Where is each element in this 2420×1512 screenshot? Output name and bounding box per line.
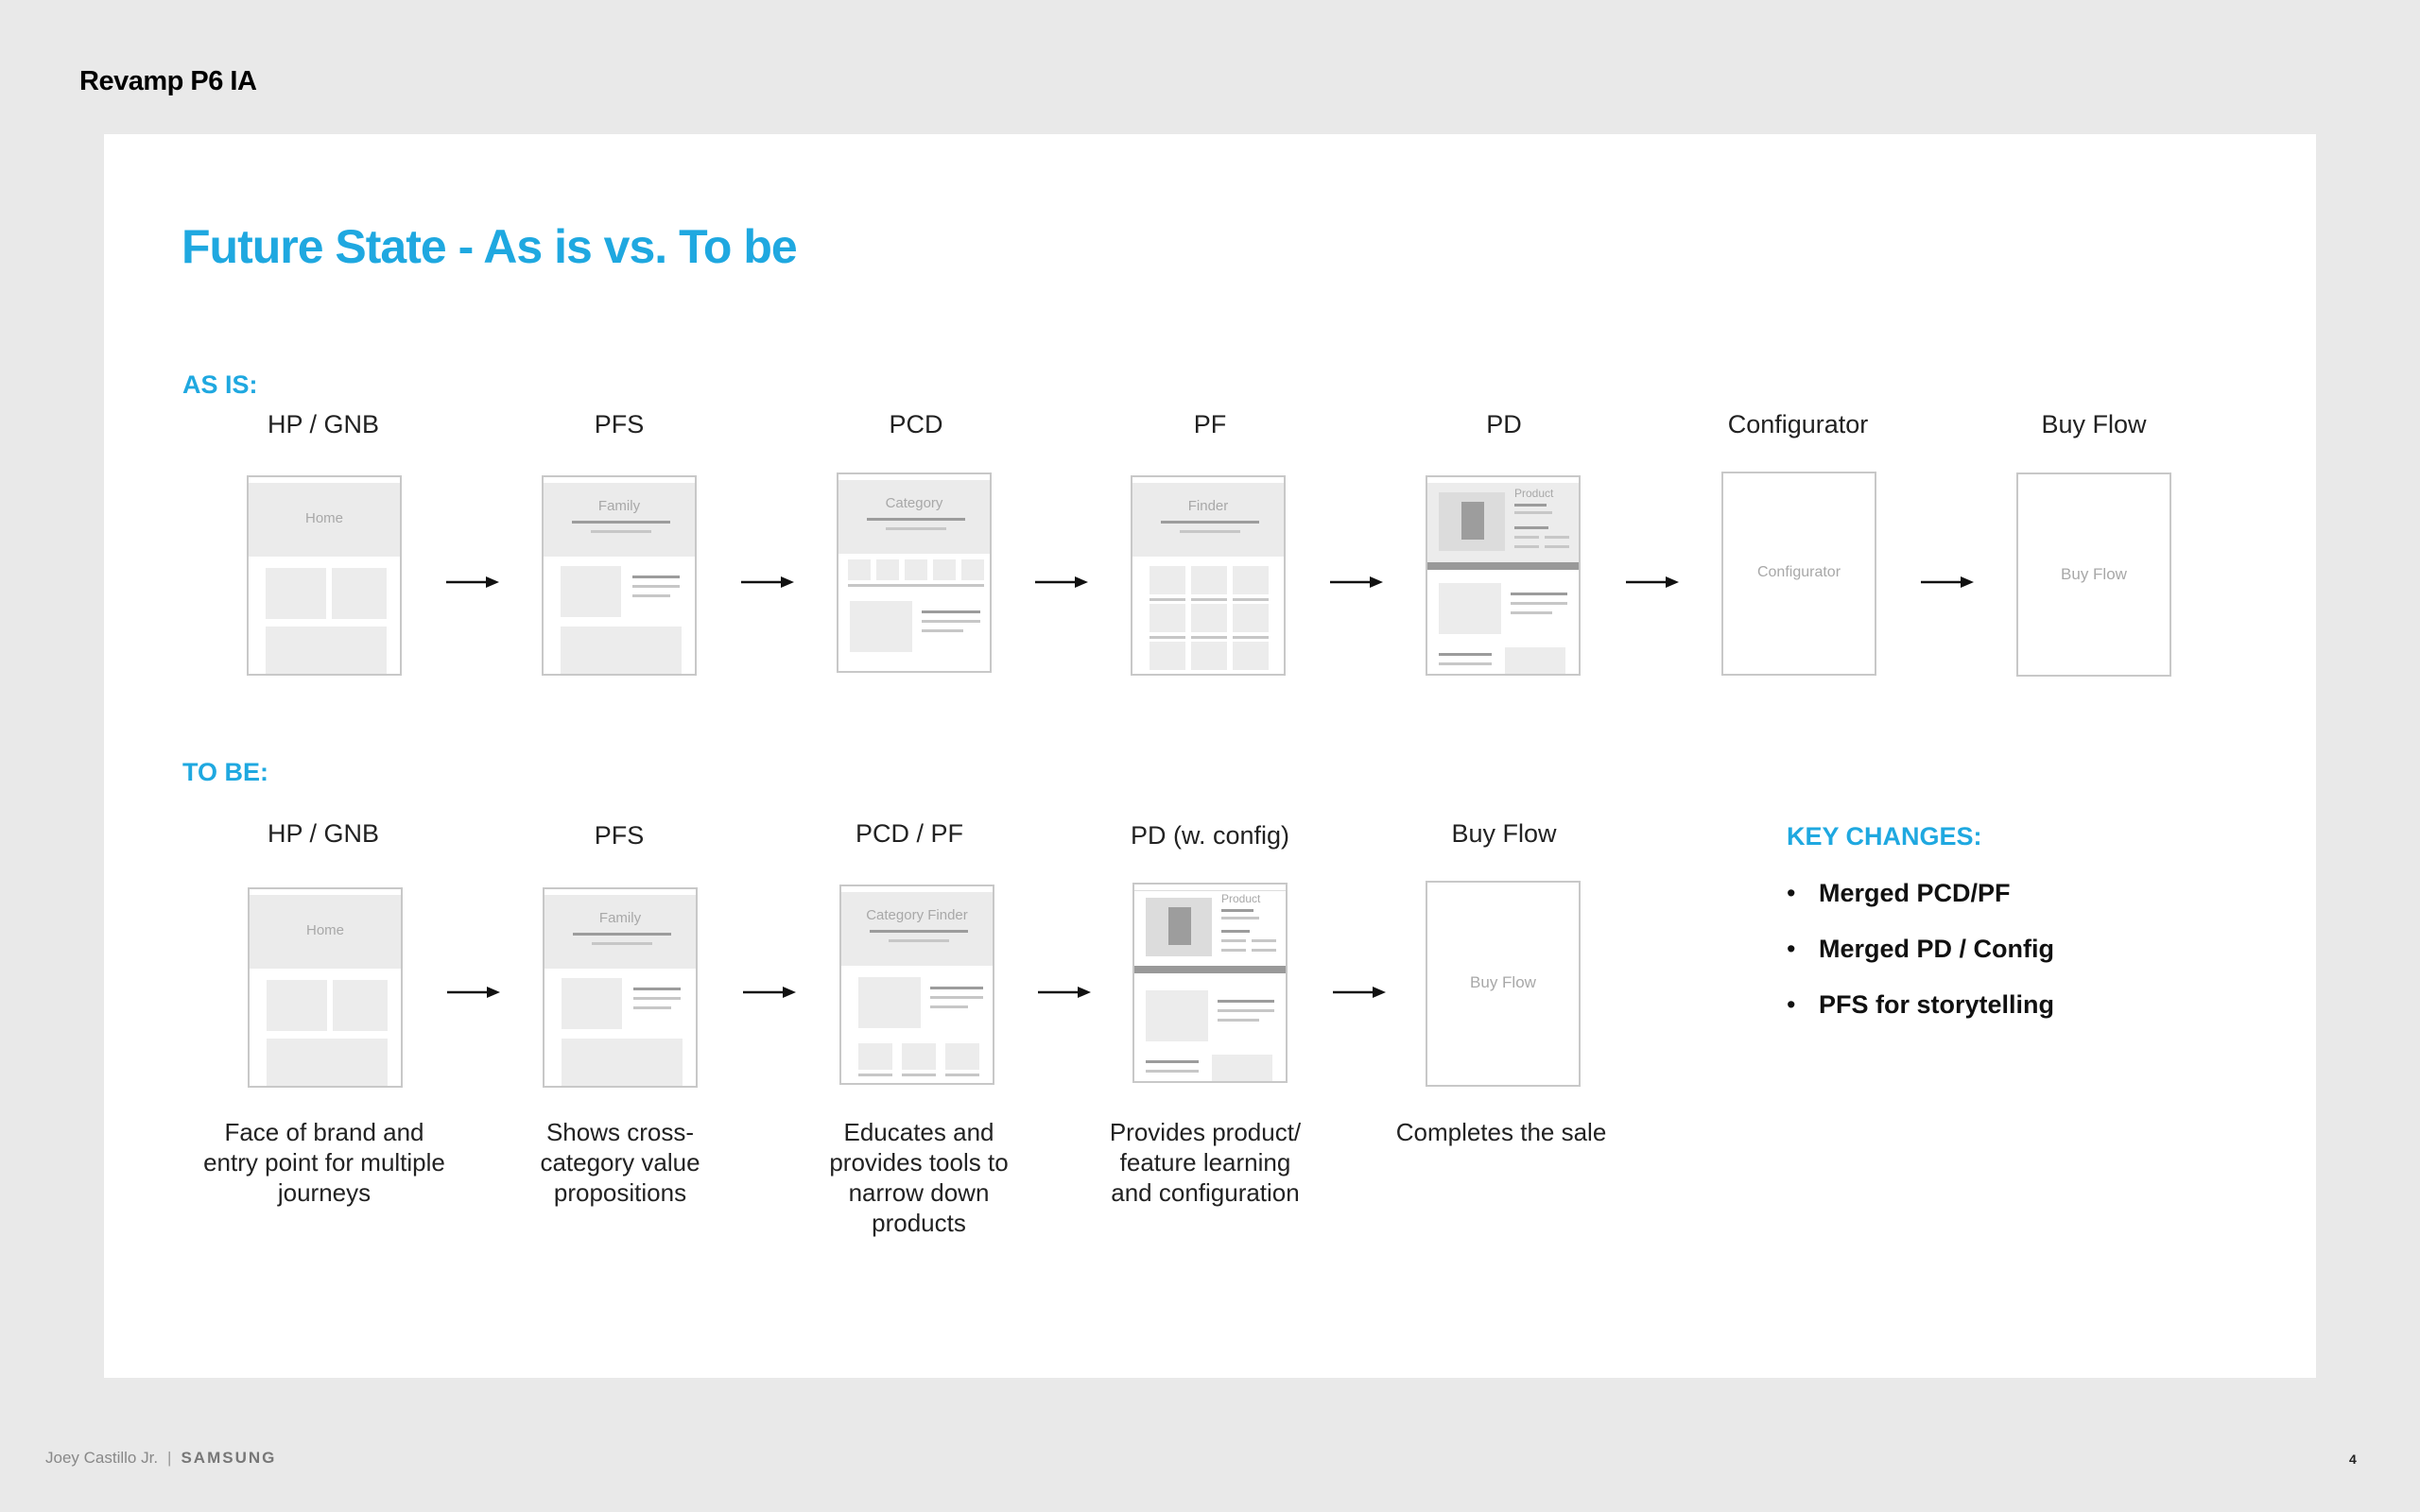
wireframe-family-label: Family [544, 895, 696, 969]
wireframe-category-finder-label: Category Finder [841, 892, 993, 966]
step-description: Completes the sale [1395, 1118, 1607, 1146]
bullet-icon: • [1787, 879, 1796, 907]
to-be-step-label: Buy Flow [1451, 819, 1557, 848]
wireframe-family-label: Family [544, 483, 695, 557]
wireframe-configurator [1721, 472, 1876, 676]
wireframe-finder [1131, 475, 1286, 676]
bullet-icon: • [1787, 935, 1796, 963]
step-description: Shows cross-category value propositions [540, 1118, 700, 1207]
wireframe-buy-flow-label: Buy Flow [2061, 565, 2127, 583]
arrow-right-icon [741, 575, 794, 590]
as-is-step-label: PD [1486, 410, 1522, 438]
key-change-item [1787, 879, 2054, 908]
to-be-step-label: PFS [594, 821, 645, 850]
to-be-step-label: HP / GNB [267, 819, 380, 848]
wireframe-product-label: Product [1514, 487, 1554, 500]
wireframe-category-finder [839, 885, 994, 1085]
as-is-step-label: Configurator [1727, 410, 1869, 438]
as-is-step-label: PF [1193, 410, 1227, 438]
key-change-text: Merged PCD/PF [1819, 879, 2011, 907]
to-be-step-label: PD (w. config) [1130, 821, 1290, 850]
bullet-icon: • [1787, 990, 1796, 1019]
arrow-right-icon [1626, 575, 1679, 590]
wireframe-home-label: Home [249, 483, 400, 557]
key-change-item [1787, 990, 2054, 1020]
step-description: Educates and provides tools to narrow down products [829, 1118, 1009, 1237]
wireframe-product-label: Product [1221, 892, 1261, 905]
wireframe-buy-flow [1426, 881, 1581, 1087]
arrow-right-icon [743, 985, 796, 1000]
author-name: Joey Castillo Jr. [45, 1449, 159, 1467]
wireframe-home [248, 887, 403, 1088]
wireframe-configurator-label: Configurator [1756, 564, 1841, 580]
wireframe-home-label: Home [250, 895, 401, 969]
footer-separator: | [167, 1449, 172, 1467]
wireframe-product [1426, 475, 1581, 676]
arrow-right-icon [1038, 985, 1091, 1000]
slide-canvas [104, 134, 2316, 1378]
page-number: 4 [2349, 1452, 2357, 1467]
as-is-label: AS IS: [182, 370, 258, 399]
wireframe-finder-label: Finder [1132, 483, 1284, 557]
wireframe-family [543, 887, 698, 1088]
wireframe-buy-flow [2016, 472, 2171, 677]
wireframe-category [837, 472, 992, 673]
key-change-text: Merged PD / Config [1819, 935, 2054, 963]
footer [45, 1449, 276, 1468]
wireframe-home [247, 475, 402, 676]
wireframe-category-label: Category [838, 480, 990, 554]
presentation-title: Revamp P6 IA [79, 66, 257, 96]
as-is-step-label: PFS [594, 410, 645, 438]
step-description: Face of brand and entry point for multiple journeys [203, 1118, 445, 1207]
arrow-right-icon [446, 575, 499, 590]
step-description: Provides product/ feature learning and configuration [1109, 1118, 1302, 1207]
key-changes-title: KEY CHANGES: [1787, 822, 1982, 850]
wireframe-family [542, 475, 697, 676]
key-change-item [1787, 935, 2054, 964]
arrow-right-icon [1333, 985, 1386, 1000]
as-is-step-label: Buy Flow [2041, 410, 2147, 438]
as-is-step-label: PCD [889, 410, 943, 438]
arrow-right-icon [1921, 575, 1974, 590]
to-be-step-label: PCD / PF [855, 819, 963, 848]
to-be-label: TO BE: [182, 758, 269, 786]
arrow-right-icon [447, 985, 500, 1000]
key-changes-list [1787, 879, 2054, 1046]
arrow-right-icon [1330, 575, 1383, 590]
arrow-right-icon [1035, 575, 1088, 590]
brand-logo: SAMSUNG [181, 1449, 277, 1467]
wireframe-buy-flow-label: Buy Flow [1470, 973, 1536, 991]
wireframe-product [1132, 883, 1288, 1083]
key-change-text: PFS for storytelling [1819, 990, 2055, 1019]
as-is-step-label: HP / GNB [267, 410, 380, 438]
slide-title: Future State - As is vs. To be [182, 220, 797, 273]
